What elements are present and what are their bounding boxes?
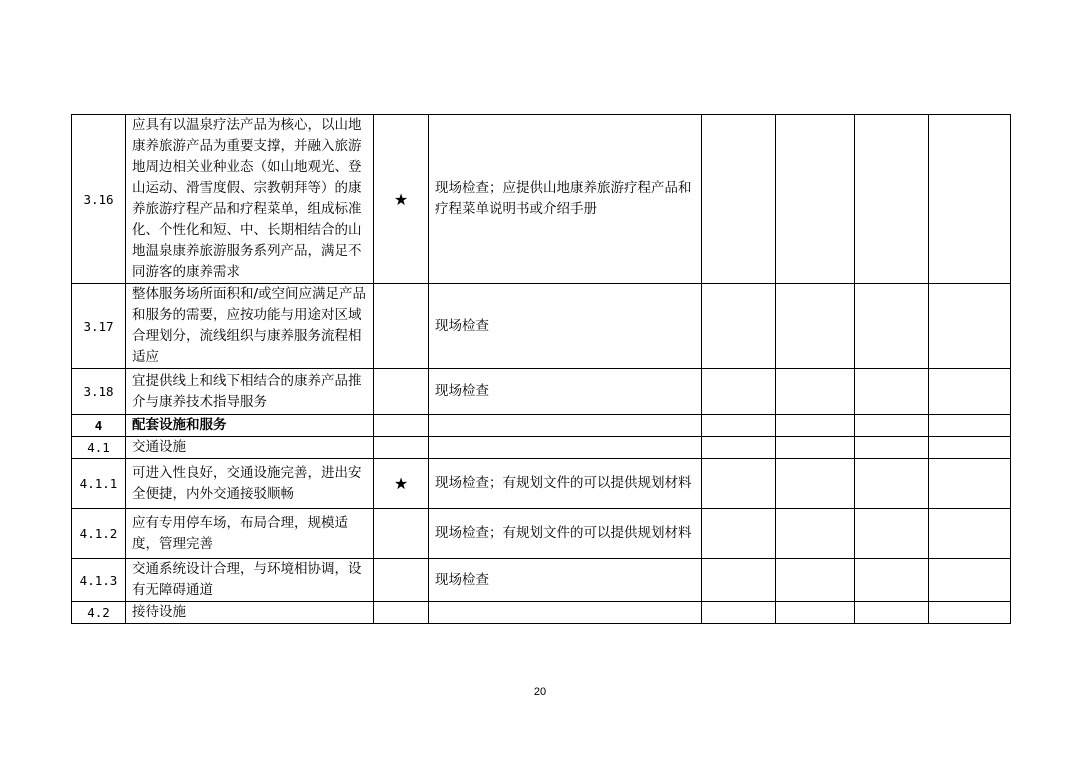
empty-cell: [929, 459, 1011, 509]
page-number: 20: [533, 686, 547, 698]
empty-cell: [702, 369, 776, 415]
subsection-number: 4.1: [72, 437, 126, 459]
empty-cell: [702, 602, 776, 624]
empty-cell: [702, 559, 776, 602]
star-mark-icon: ★: [374, 459, 429, 509]
table-row: [72, 284, 1011, 369]
empty-cell: [929, 415, 1011, 437]
table-row: [72, 369, 1011, 415]
empty-cell: [855, 437, 929, 459]
item-number: 3.18: [72, 369, 126, 415]
subsection-title: 接待设施: [126, 602, 374, 624]
item-requirement: 可进入性良好，交通设施完善，进出安全便捷，内外交通接驳顺畅: [126, 459, 374, 509]
empty-cell: [855, 115, 929, 284]
table-row: [72, 559, 1011, 602]
item-requirement: 交通系统设计合理，与环境相协调，设有无障碍通道: [126, 559, 374, 602]
subsection-title: 交通设施: [126, 437, 374, 459]
empty-cell: [855, 559, 929, 602]
item-check-method: 现场检查；应提供山地康养旅游疗程产品和疗程菜单说明书或介绍手册: [429, 115, 702, 284]
empty-cell: [776, 115, 855, 284]
empty-cell: [855, 602, 929, 624]
empty-cell: [776, 369, 855, 415]
empty-cell: [776, 437, 855, 459]
empty-cell: [776, 415, 855, 437]
item-requirement: 应具有以温泉疗法产品为核心，以山地康养旅游产品为重要支撑，并融入旅游地周边相关业种业态（如山地观光、登山运动、滑雪度假、宗教朝拜等）的康养旅游疗程产品和疗程菜单，组成标准化、个性化和短、中、长期相结合的山地温泉康养旅游服务系列产品，满足不同游客的康养需求: [126, 115, 374, 284]
item-requirement: 宜提供线上和线下相结合的康养产品推介与康养技术指导服务: [126, 369, 374, 415]
star-mark-icon: ★: [374, 115, 429, 284]
empty-cell: [855, 284, 929, 369]
item-check-method: [429, 602, 702, 624]
item-check-method: 现场检查；有规划文件的可以提供规划材料: [429, 509, 702, 559]
evaluation-table: [71, 114, 1011, 624]
empty-cell: [929, 437, 1011, 459]
table-row: [72, 437, 1011, 459]
section-number: 4: [72, 415, 126, 437]
subsection-number: 4.2: [72, 602, 126, 624]
table-row: [72, 115, 1011, 284]
empty-cell: [702, 509, 776, 559]
empty-cell: [855, 509, 929, 559]
item-number: 4.1.3: [72, 559, 126, 602]
empty-cell: [929, 559, 1011, 602]
item-check-method: 现场检查: [429, 284, 702, 369]
item-number: 3.16: [72, 115, 126, 284]
empty-cell: [776, 602, 855, 624]
star-mark-icon: [374, 284, 429, 369]
item-requirement: 应有专用停车场，布局合理，规模适度，管理完善: [126, 509, 374, 559]
empty-cell: [702, 415, 776, 437]
item-number: 4.1.1: [72, 459, 126, 509]
star-mark-icon: [374, 602, 429, 624]
empty-cell: [702, 459, 776, 509]
item-number: 3.17: [72, 284, 126, 369]
empty-cell: [776, 559, 855, 602]
empty-cell: [776, 284, 855, 369]
empty-cell: [776, 509, 855, 559]
empty-cell: [855, 459, 929, 509]
table-row: [72, 415, 1011, 437]
empty-cell: [702, 115, 776, 284]
item-check-method: [429, 415, 702, 437]
empty-cell: [929, 509, 1011, 559]
empty-cell: [702, 284, 776, 369]
star-mark-icon: [374, 369, 429, 415]
item-check-method: 现场检查；有规划文件的可以提供规划材料: [429, 459, 702, 509]
star-mark-icon: [374, 415, 429, 437]
empty-cell: [855, 369, 929, 415]
table-row: [72, 509, 1011, 559]
item-check-method: 现场检查: [429, 559, 702, 602]
empty-cell: [929, 369, 1011, 415]
item-requirement: 整体服务场所面积和/或空间应满足产品和服务的需要，应按功能与用途对区域合理划分，流线组织与康养服务流程相适应: [126, 284, 374, 369]
item-check-method: [429, 437, 702, 459]
star-mark-icon: [374, 559, 429, 602]
section-title: 配套设施和服务: [126, 415, 374, 437]
empty-cell: [929, 284, 1011, 369]
empty-cell: [929, 602, 1011, 624]
empty-cell: [929, 115, 1011, 284]
table-row: [72, 602, 1011, 624]
item-check-method: 现场检查: [429, 369, 702, 415]
empty-cell: [776, 459, 855, 509]
star-mark-icon: [374, 437, 429, 459]
empty-cell: [855, 415, 929, 437]
item-number: 4.1.2: [72, 509, 126, 559]
empty-cell: [702, 437, 776, 459]
table-row: [72, 459, 1011, 509]
star-mark-icon: [374, 509, 429, 559]
